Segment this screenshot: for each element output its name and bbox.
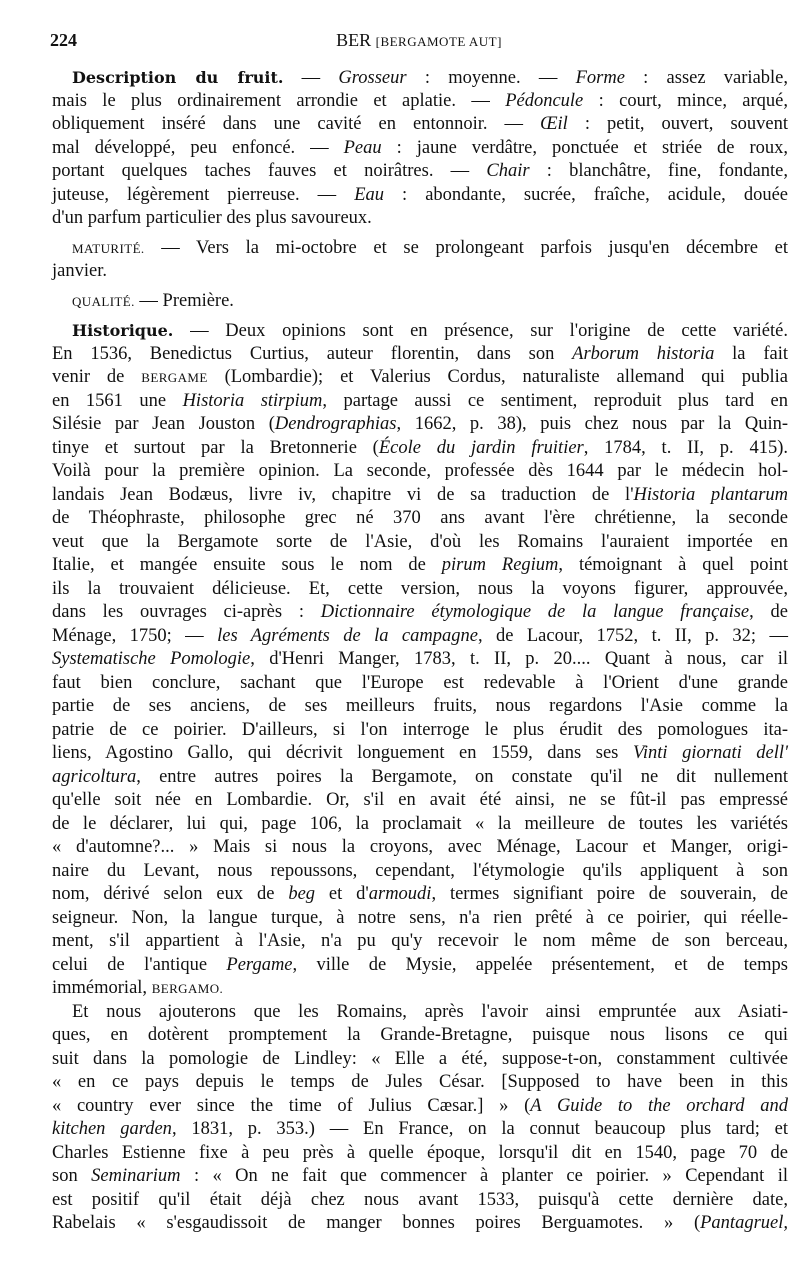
- italic-text: Seminarium: [91, 1166, 181, 1186]
- italic-text: A Guide to the orchard and: [530, 1095, 788, 1116]
- text-run: Silésie par Jean Jouston (: [52, 414, 275, 434]
- text-run: , d'Henri Manger, 1783, t. II, p. 20.... Quant à nous, car il: [250, 649, 788, 669]
- small-caps-text: QUALITÉ.: [72, 293, 135, 309]
- text-run: Voilà pour la première opinion. La seconde, professée dès 1644 par le médecin hol-: [52, 461, 788, 481]
- page-body: [52, 66, 788, 1236]
- text-run: suit dans la pomologie de Lindley: « Elle a été, suppose-t-on, constamment cultivée: [52, 1048, 788, 1069]
- text-run: ils la trouvaient délicieuse. Et, cette version, nous la voyons figurer, approuvée,: [52, 578, 788, 599]
- text-line: [52, 1165, 788, 1189]
- text-run: « en ce pays depuis le temps de Jules César. [Supposed to have been in this: [52, 1072, 788, 1092]
- text-run: : petit, ouvert, souvent: [567, 114, 788, 134]
- italic-text: beg: [288, 884, 316, 904]
- text-run: de Théophraste, philosophe grec né 370 ans avant l'ère chrétienne, la seconde: [52, 508, 788, 528]
- text-line: [52, 366, 788, 390]
- text-line: [52, 954, 788, 978]
- italic-text: Chair: [486, 161, 530, 181]
- text-line: [52, 460, 788, 484]
- text-line: [52, 648, 788, 672]
- text-line: [52, 1189, 788, 1213]
- text-run: qu'elle soit née en Lombardie. Or, s'il en avait été ainsi, ne se fût-il pas empressé: [52, 790, 788, 810]
- text-line: [52, 1095, 788, 1119]
- small-caps-text: BERGAME: [141, 370, 208, 385]
- text-run: : « On ne fait que commencer à planter ce poirier. » Cependant il: [180, 1166, 789, 1186]
- italic-text: Systematische Pomologie: [52, 649, 251, 669]
- text-run: immémorial,: [52, 978, 152, 998]
- italic-text: Pédoncule: [505, 90, 584, 111]
- text-run: faut bien conclure, sachant que l'Europe est redevable à l'Orient d'une grande: [52, 672, 788, 693]
- text-run: , de: [749, 602, 788, 622]
- text-run: : abondante, sucrée, fraîche, acidule, douée: [384, 184, 788, 205]
- text-run: (Lombardie); et Valerius Cordus, naturaliste allemand qui publia: [207, 367, 788, 387]
- text-run: Charles Estienne fixe à peu près à quelle époque, lorsqu'il dit en 1540, page 70 de: [52, 1142, 788, 1163]
- text-line: [52, 1001, 788, 1025]
- italic-text: Dendrographias: [274, 414, 397, 434]
- text-line: [52, 742, 788, 766]
- text-line: [52, 437, 788, 461]
- italic-text: Peau: [343, 137, 382, 158]
- section-heading: Description du fruit.: [72, 68, 284, 87]
- text-line: [52, 930, 788, 954]
- text-line: [52, 695, 788, 719]
- text-run: patrie de ce poirier. D'ailleurs, si l'on interroge le plus érudit des pomologues ita-: [52, 719, 788, 740]
- text-run: ques, en dotèrent promptement la Grande-Bretagne, puisque nous lisons ce qui: [52, 1025, 788, 1045]
- paragraph-description: [52, 66, 788, 231]
- text-line: [52, 977, 788, 1001]
- text-run: Et nous ajouterons que les Romains, après l'avoir ainsi empruntée aux Asiati-: [72, 1001, 788, 1022]
- text-line: [52, 907, 788, 931]
- italic-text: Pantagruel,: [700, 1213, 788, 1233]
- text-run: , ville de Mysie, appelée présentement, et de temps: [292, 954, 788, 975]
- text-run: liens, Agostino Gallo, qui décrivit longuement en 1559, dans ses: [52, 743, 633, 763]
- text-line: [52, 672, 788, 696]
- text-run: : jaune verdâtre, ponctuée et striée de roux,: [381, 137, 788, 158]
- text-line: [52, 813, 788, 837]
- italic-text: Forme: [575, 68, 625, 88]
- text-run: est positif qu'il était déjà chez nous avant 1533, puisqu'à cette dernière date,: [52, 1189, 788, 1210]
- italic-text: armoudi: [368, 884, 432, 904]
- text-line: [52, 766, 788, 790]
- paragraph-continuation: [52, 1001, 788, 1236]
- text-run: ment, s'il appartient à l'Asie, n'a pu qu'y recevoir le nom même de son berceau,: [52, 931, 788, 951]
- text-run: , termes signifiant poire de souverain, de: [431, 884, 788, 904]
- text-line: [52, 137, 788, 161]
- paragraph-qualite: [52, 290, 788, 314]
- italic-text: Arborum historia: [572, 343, 715, 364]
- text-line: [52, 625, 788, 649]
- text-run: la fait: [714, 343, 788, 364]
- text-line: [52, 343, 788, 367]
- text-run: naire du Levant, nous repoussons, cependant, l'étymologie qu'ils appliquent à son: [52, 860, 788, 881]
- page-number: 224: [50, 30, 77, 50]
- text-line: [52, 413, 788, 437]
- text-run: , 1831, p. 353.) — En France, on la connut beaucoup plus tard; et: [171, 1119, 788, 1139]
- text-run: « country ever since the time of Julius Cæsar.] » (: [52, 1095, 531, 1116]
- text-line: [52, 836, 788, 860]
- text-run: mal développé, peu enfoncé. —: [52, 137, 344, 158]
- italic-text: Dictionnaire étymologique de la langue française: [320, 602, 750, 622]
- text-run: Ménage, 1750; —: [52, 625, 218, 646]
- text-run: de le déclarer, lui qui, page 106, la proclamait « la meilleure de toutes les variétés: [52, 813, 788, 834]
- text-run: nom, dérivé selon eux de: [52, 884, 289, 904]
- text-line: [52, 789, 788, 813]
- text-run: et d': [315, 884, 369, 904]
- text-run: En 1536, Benedictus Curtius, auteur florentin, dans son: [52, 343, 573, 364]
- text-run: —: [283, 68, 339, 88]
- text-line: [52, 1212, 788, 1236]
- text-run: janvier.: [52, 261, 107, 281]
- running-title: [50, 30, 788, 51]
- text-line: [52, 90, 788, 114]
- text-run: : blanchâtre, fine, fondante,: [529, 161, 788, 181]
- italic-text: Historia stirpium: [182, 390, 323, 411]
- text-run: , 1662, p. 38), puis chez nous par la Quin-: [396, 414, 788, 434]
- text-line: [52, 1048, 788, 1072]
- text-line: [52, 237, 788, 261]
- text-line: [52, 719, 788, 743]
- small-caps-text: BERGAMO.: [151, 981, 224, 996]
- running-title-main: BER: [336, 30, 372, 50]
- italic-text: les Agréments de la campagne: [217, 625, 478, 646]
- text-run: obliquement inséré dans une cavité en entonnoir. —: [52, 114, 541, 134]
- text-run: veut que la Bergamote sorte de l'Asie, d'où les Romains l'auraient importée en: [52, 531, 788, 552]
- text-run: , de Lacour, 1752, t. II, p. 32; —: [477, 625, 788, 646]
- text-line: [52, 531, 788, 555]
- text-run: : assez variable,: [624, 68, 789, 88]
- text-run: partie de ses anciens, de ses meilleurs fruits, nous regardons l'Asie comme la: [52, 696, 788, 716]
- text-run: mais le plus ordinairement arrondie et aplatie. —: [52, 90, 506, 111]
- italic-text: Historia plantarum: [633, 484, 788, 505]
- italic-text: Eau: [354, 184, 385, 205]
- text-run: portant quelques taches fauves et noirâtres. —: [52, 161, 487, 181]
- text-run: celui de l'antique: [52, 954, 227, 975]
- italic-text: pirum Regium: [441, 555, 559, 575]
- text-run: Italie, et mangée ensuite sous le nom de: [52, 555, 442, 575]
- text-line: [52, 578, 788, 602]
- italic-text: kitchen garden: [52, 1119, 172, 1139]
- text-run: , entre autres poires la Bergamote, on constate qu'il ne dit nullement: [136, 766, 788, 787]
- text-run: , 1784, t. II, p. 415).: [583, 437, 788, 458]
- text-line: [52, 1142, 788, 1166]
- text-line: [52, 390, 788, 414]
- text-run: landais Jean Bodæus, livre iv, chapitre vi de sa traduction de l': [52, 484, 634, 505]
- text-line: [52, 601, 788, 625]
- text-run: seigneur. Non, la langue turque, à notre sens, n'a rien prêté à ce poirier, qui réelle-: [52, 907, 788, 928]
- text-line: [52, 319, 788, 343]
- text-run: « d'automne?... » Mais si nous la croyons, avec Ménage, Lacour et Manger, origi-: [52, 837, 788, 857]
- text-line: [52, 260, 788, 284]
- italic-text: Grosseur: [338, 68, 407, 88]
- text-line: [52, 113, 788, 137]
- text-run: tinye et surtout par la Bretonnerie (: [52, 437, 379, 458]
- running-header: [50, 30, 788, 52]
- text-line: [52, 1071, 788, 1095]
- paragraph-historique: [52, 319, 788, 1001]
- section-heading: Historique.: [72, 321, 174, 340]
- text-line: [52, 290, 788, 314]
- text-run: dans les ouvrages ci-après :: [52, 602, 321, 622]
- text-line: [52, 160, 788, 184]
- italic-text: École du jardin fruitier: [378, 437, 584, 458]
- text-line: [52, 207, 788, 231]
- italic-text: Œil: [540, 114, 568, 134]
- text-run: , témoignant à quel point: [558, 555, 788, 575]
- text-run: : moyenne. —: [406, 68, 576, 88]
- text-run: venir de: [52, 367, 142, 387]
- text-run: : court, mince, arqué,: [583, 90, 789, 111]
- text-run: Rabelais « s'esgaudissoit de manger bonnes poires Berguamotes. » (: [52, 1213, 701, 1233]
- text-run: d'un parfum particulier des plus savoureux.: [52, 208, 372, 228]
- small-caps-text: MATURITÉ.: [72, 240, 145, 256]
- text-run: juteuse, légèrement pierreuse. —: [52, 184, 355, 205]
- text-line: [52, 1118, 788, 1142]
- text-line: [52, 554, 788, 578]
- text-run: — Première.: [134, 290, 234, 311]
- text-run: en 1561 une: [52, 390, 183, 411]
- running-title-sub: [BERGAMOTE AUT]: [375, 34, 502, 49]
- text-line: [52, 184, 788, 208]
- text-line: [52, 66, 788, 90]
- text-line: [52, 883, 788, 907]
- text-line: [52, 1024, 788, 1048]
- italic-text: agricoltura: [52, 766, 137, 787]
- text-line: [52, 484, 788, 508]
- text-run: — Vers la mi-octobre et se prolongeant parfois jusqu'en décembre et: [144, 237, 788, 258]
- text-run: son: [52, 1166, 92, 1186]
- text-run: , partage aussi ce sentiment, reproduit plus tard en: [322, 390, 788, 411]
- italic-text: Pergame: [226, 954, 293, 975]
- italic-text: Vinti giornati dell': [632, 743, 788, 763]
- text-run: — Deux opinions sont en présence, sur l'origine de cette variété.: [173, 321, 788, 341]
- text-line: [52, 860, 788, 884]
- paragraph-maturite: [52, 237, 788, 284]
- text-line: [52, 507, 788, 531]
